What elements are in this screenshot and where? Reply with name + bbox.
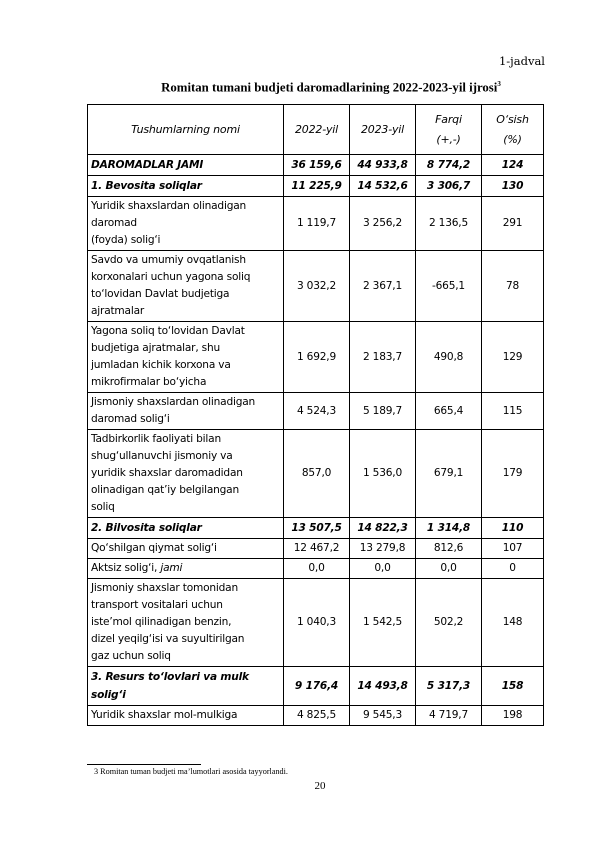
row-name-text: Aktsiz solig‘i,: [91, 562, 161, 574]
col-header-2023: 2023-yil: [350, 105, 416, 155]
value-2022: 1 692,9: [284, 322, 350, 393]
value-2023: 13 279,8: [350, 539, 416, 559]
value-diff: 5 317,3: [416, 667, 482, 706]
table-row: [88, 518, 544, 539]
row-name: [88, 706, 284, 726]
value-growth: 129: [482, 322, 544, 393]
col-header-name: Tushumlarning nomi: [88, 105, 284, 155]
row-name: [88, 251, 284, 322]
value-growth: 179: [482, 430, 544, 518]
table-row: [88, 251, 544, 322]
row-name: [88, 559, 284, 579]
value-2022: 0,0: [284, 559, 350, 579]
value-2023: 1 536,0: [350, 430, 416, 518]
value-growth: 158: [482, 667, 544, 706]
value-growth: 0: [482, 559, 544, 579]
value-2022: 1 040,3: [284, 579, 350, 667]
page-number: 20: [314, 780, 326, 792]
value-growth: 110: [482, 518, 544, 539]
table-title: [86, 80, 576, 95]
value-growth: 78: [482, 251, 544, 322]
value-2022: 12 467,2: [284, 539, 350, 559]
row-name-text: Yuridik shaxslardan olinadigan daromad (foyda) solig‘i: [91, 200, 247, 246]
row-name-text: Tadbirkorlik faoliyati bilan shug‘ullanuvchi jismoniy va yuridik shaxslar daromadidan olinadigan qat’iy belgilangan soliq: [91, 433, 243, 513]
value-diff: 1 314,8: [416, 518, 482, 539]
row-name: [88, 518, 284, 539]
footnote-divider: [87, 764, 201, 765]
value-diff: -665,1: [416, 251, 482, 322]
value-2022: 13 507,5: [284, 518, 350, 539]
table-row: [88, 322, 544, 393]
row-name: [88, 539, 284, 559]
value-diff: 490,8: [416, 322, 482, 393]
table-row: [88, 393, 544, 430]
row-name: [88, 667, 284, 706]
row-name: [88, 322, 284, 393]
table-row: [88, 155, 544, 176]
row-name-italic: jami: [160, 562, 183, 574]
value-diff: 812,6: [416, 539, 482, 559]
row-name-text: 1. Bevosita soliqlar: [91, 180, 202, 192]
value-growth: 148: [482, 579, 544, 667]
col-header-growth: O‘sish (%): [482, 105, 544, 155]
table-body: [88, 155, 544, 726]
table-header-row: [88, 105, 544, 155]
value-diff: 665,4: [416, 393, 482, 430]
footnote-ref: 3: [497, 80, 501, 88]
value-diff: 679,1: [416, 430, 482, 518]
value-growth: 107: [482, 539, 544, 559]
value-diff: 2 136,5: [416, 197, 482, 251]
row-name: [88, 155, 284, 176]
value-2023: 44 933,8: [350, 155, 416, 176]
row-name-text: Yagona soliq to‘lovidan Davlat budjetiga ajratmalar, shu jumladan kichik korxona va mikrofirmalar bo‘yicha: [91, 325, 245, 388]
value-2022: 36 159,6: [284, 155, 350, 176]
table-row: [88, 667, 544, 706]
table-row: [88, 197, 544, 251]
row-name-text: DAROMADLAR JAMI: [91, 159, 204, 171]
value-2022: 4 825,5: [284, 706, 350, 726]
table-row: [88, 706, 544, 726]
row-name-text: Qo‘shilgan qiymat solig‘i: [91, 542, 217, 554]
table-row: [88, 176, 544, 197]
value-2022: 857,0: [284, 430, 350, 518]
value-2023: 9 545,3: [350, 706, 416, 726]
row-name-text: Jismoniy shaxslar tomonidan transport vositalari uchun iste’mol qilinadigan benzin, dizel yeqilg‘isi va suyultirilgan gaz uchun soliq: [91, 582, 245, 662]
col-header-2022: 2022-yil: [284, 105, 350, 155]
row-name-text: 3. Resurs to‘lovlari va mulk solig‘i: [91, 671, 249, 701]
value-diff: 3 306,7: [416, 176, 482, 197]
row-name: [88, 393, 284, 430]
row-name-text: Savdo va umumiy ovqatlanish korxonalari uchun yagona soliq to‘lovidan Davlat budjetiga ajratmalar: [91, 254, 251, 317]
table-row: [88, 559, 544, 579]
table-row: [88, 539, 544, 559]
value-2023: 1 542,5: [350, 579, 416, 667]
table-title-text: Romitan tumani budjeti daromadlarining 2022-2023-yil ijrosi: [161, 80, 498, 95]
table-label: 1-jadval: [498, 54, 545, 68]
row-name: [88, 430, 284, 518]
col-header-diff: Farqi (+,-): [416, 105, 482, 155]
value-2023: 5 189,7: [350, 393, 416, 430]
value-growth: 130: [482, 176, 544, 197]
value-growth: 115: [482, 393, 544, 430]
row-name: [88, 176, 284, 197]
table-row: [88, 579, 544, 667]
value-2023: 2 183,7: [350, 322, 416, 393]
value-diff: 0,0: [416, 559, 482, 579]
value-growth: 124: [482, 155, 544, 176]
footnote: 3 Romitan tuman budjeti ma’lumotlari asosida tayyorlandi.: [94, 767, 288, 776]
value-2023: 0,0: [350, 559, 416, 579]
budget-table: [87, 104, 544, 726]
value-2023: 14 822,3: [350, 518, 416, 539]
value-2022: 9 176,4: [284, 667, 350, 706]
value-2023: 14 493,8: [350, 667, 416, 706]
value-2023: 2 367,1: [350, 251, 416, 322]
row-name-text: Yuridik shaxslar mol-mulkiga: [91, 709, 238, 721]
value-2023: 14 532,6: [350, 176, 416, 197]
value-2022: 11 225,9: [284, 176, 350, 197]
value-diff: 4 719,7: [416, 706, 482, 726]
value-diff: 8 774,2: [416, 155, 482, 176]
value-growth: 198: [482, 706, 544, 726]
value-2023: 3 256,2: [350, 197, 416, 251]
row-name: [88, 579, 284, 667]
value-growth: 291: [482, 197, 544, 251]
value-2022: 1 119,7: [284, 197, 350, 251]
row-name: [88, 197, 284, 251]
row-name-text: Jismoniy shaxslardan olinadigan daromad solig‘i: [91, 396, 256, 425]
table-row: [88, 430, 544, 518]
value-2022: 4 524,3: [284, 393, 350, 430]
value-2022: 3 032,2: [284, 251, 350, 322]
value-diff: 502,2: [416, 579, 482, 667]
row-name-text: 2. Bilvosita soliqlar: [91, 522, 202, 534]
